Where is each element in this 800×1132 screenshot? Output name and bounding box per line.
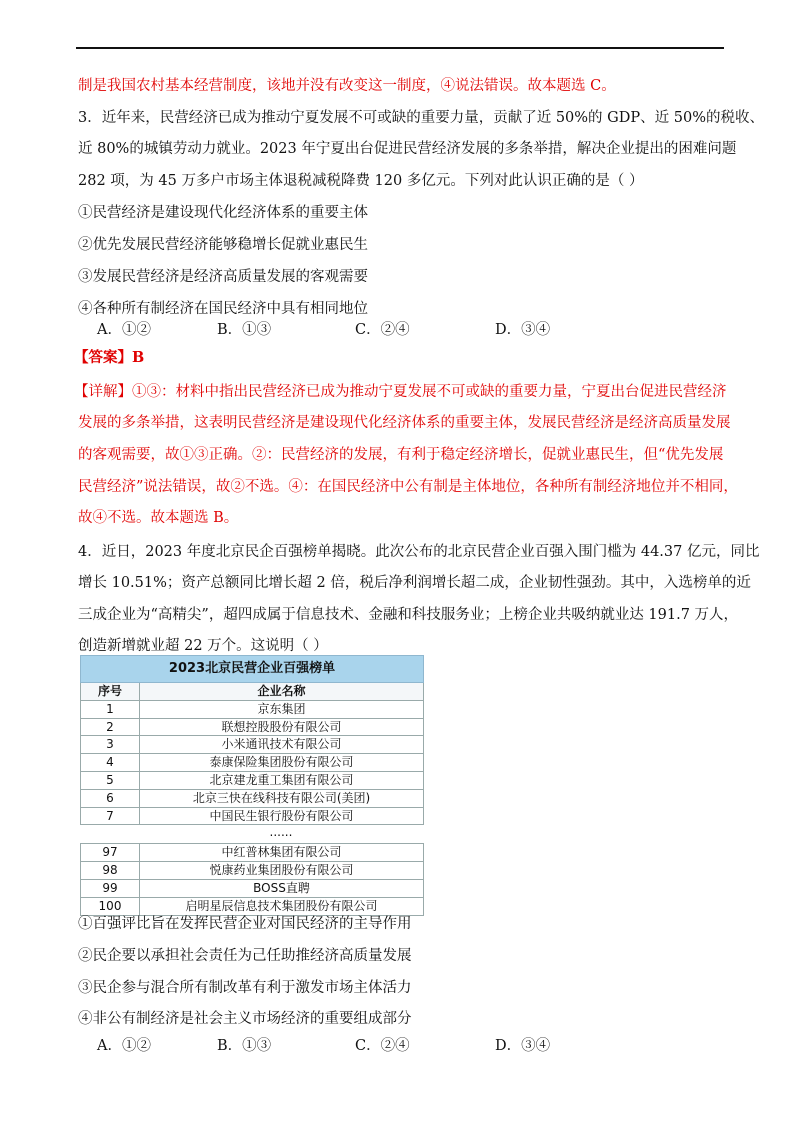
q4-option-c: C．②④: [355, 1038, 410, 1054]
table-row: [81, 844, 423, 862]
table-row: [81, 862, 423, 880]
table-row: [81, 880, 423, 898]
q4-stem-line-1: 4．近日，2023 年度北京民企百强榜单揭晓。此次公布的北京民营企业百强入围门槛为 44.37 亿元，同比: [78, 544, 760, 560]
q3-statement-2: ②优先发展民营经济能够稳增长促就业惠民生: [78, 237, 368, 253]
rank-cell: 3: [81, 736, 140, 753]
company-cell: 京东集团: [257, 701, 306, 716]
rank-cell: 7: [81, 808, 140, 825]
rank-cell: 98: [81, 862, 140, 879]
company-cell: 中国民生银行股份有限公司: [209, 808, 354, 823]
q4-statement-4: ④非公有制经济是社会主义市场经济的重要组成部分: [78, 1011, 412, 1027]
q3-analysis-line-2: 发展的多条举措，这表明民营经济是建设现代化经济体系的重要主体，发展民营经济是经济高质量发展: [78, 415, 731, 431]
q4-option-a: A．①②: [97, 1038, 151, 1054]
q3-option-b: B．①③: [217, 322, 272, 338]
q4-statement-3: ③民企参与混合所有制改革有利于激发市场主体活力: [78, 980, 412, 996]
q3-statement-3: ③发展民营经济是经济高质量发展的客观需要: [78, 269, 368, 285]
rank-cell: 4: [81, 754, 140, 771]
table-row: [81, 790, 423, 808]
q3-stem-line-2: 近 80%的城镇劳动力就业。2023 年宁夏出台促进民营经济发展的多条举措，解决企业提出的困难问题: [78, 141, 737, 157]
ranking-table-bottom-group: [80, 843, 424, 915]
ranking-table-header: [81, 683, 423, 701]
rank-cell: 97: [81, 844, 140, 861]
table-row: [81, 898, 423, 916]
rank-cell: 2: [81, 719, 140, 736]
table-row: [81, 808, 423, 826]
company-cell: BOSS直聘: [253, 880, 310, 895]
q3-stem-line-3: 282 项，为 45 万多户市场主体退税减税降费 120 多亿元。下列对此认识正确的是（ ）: [78, 173, 644, 189]
rank-cell: 6: [81, 790, 140, 807]
ranking-table-ellipsis: ......: [269, 825, 293, 840]
q3-analysis-line-3: 的客观需要，故①③正确。②：民营经济的发展，有利于稳定经济增长，促就业惠民生，但“优先发展: [78, 447, 724, 463]
company-cell: 启明星辰信息技术集团股份有限公司: [185, 898, 378, 913]
q4-statement-2: ②民企要以承担社会责任为己任助推经济高质量发展: [78, 948, 412, 964]
rank-cell: 1: [81, 701, 140, 718]
company-cell: 小米通讯技术有限公司: [221, 737, 342, 752]
q4-option-d: D．③④: [495, 1038, 551, 1054]
q3-option-c: C．②④: [355, 322, 410, 338]
ranking-table: [80, 655, 424, 916]
q3-option-d: D．③④: [495, 322, 551, 338]
company-cell: 北京建龙重工集团有限公司: [209, 772, 354, 787]
q3-analysis-line-1: 【详解】①③：材料中指出民营经济已成为推动宁夏发展不可或缺的重要力量，宁夏出台促进民营经济: [74, 384, 727, 400]
rank-cell: 5: [81, 772, 140, 789]
company-cell: 泰康保险集团股份有限公司: [209, 755, 354, 770]
q3-analysis-line-4: 民营经济”说法错误，故②不选。④：在国民经济中公有制是主体地位，各种所有制经济地位并不相同，: [78, 479, 738, 495]
company-cell: 悦康药业集团股份有限公司: [209, 863, 354, 878]
q3-option-a: A．①②: [97, 322, 151, 338]
ranking-table-title: 2023北京民营企业百强榜单: [80, 655, 424, 683]
table-row: [81, 736, 423, 754]
ranking-table-top-group: [80, 683, 424, 825]
header-company: 企业名称: [257, 684, 306, 698]
q4-statement-1: ①百强评比旨在发挥民营企业对国民经济的主导作用: [78, 916, 412, 932]
rank-cell: 99: [81, 880, 140, 897]
q3-statement-1: ①民营经济是建设现代化经济体系的重要主体: [78, 205, 368, 221]
table-row: [81, 772, 423, 790]
previous-answer-tail: 制是我国农村基本经营制度，该地并没有改变这一制度，④说法错误。故本题选 C。: [78, 78, 616, 94]
table-row: [81, 754, 423, 772]
rank-cell: 100: [81, 898, 140, 915]
table-row: [81, 719, 423, 737]
company-cell: 联想控股股份有限公司: [221, 719, 342, 734]
q4-stem-line-2: 增长 10.51%；资产总额同比增长超 2 倍，税后净利润增长超二成，企业韧性强劲。其中，入选榜单的近: [78, 575, 751, 591]
q4-stem-line-3: 三成企业为“高精尖”，超四成属于信息技术、金融和科技服务业；上榜企业共吸纳就业达 191.7 万人，: [78, 607, 739, 623]
table-row: [81, 701, 423, 719]
q4-stem-line-4: 创造新增就业超 22 万个。这说明（ ）: [78, 638, 328, 654]
company-cell: 北京三快在线科技有限公司(美团): [192, 790, 371, 805]
header-rule: [76, 47, 724, 49]
header-rank: 序号: [81, 683, 140, 700]
q3-stem-line-1: 3．近年来，民营经济已成为推动宁夏发展不可或缺的重要力量，贡献了近 50%的 GDP、近 50%的税收、: [78, 110, 764, 126]
q4-option-b: B．①③: [217, 1038, 272, 1054]
q3-answer: 【答案】B: [74, 349, 145, 366]
q3-statement-4: ④各种所有制经济在国民经济中具有相同地位: [78, 301, 368, 317]
q3-analysis-line-5: 故④不选。故本题选 B。: [78, 510, 239, 526]
company-cell: 中红普林集团有限公司: [221, 845, 342, 860]
